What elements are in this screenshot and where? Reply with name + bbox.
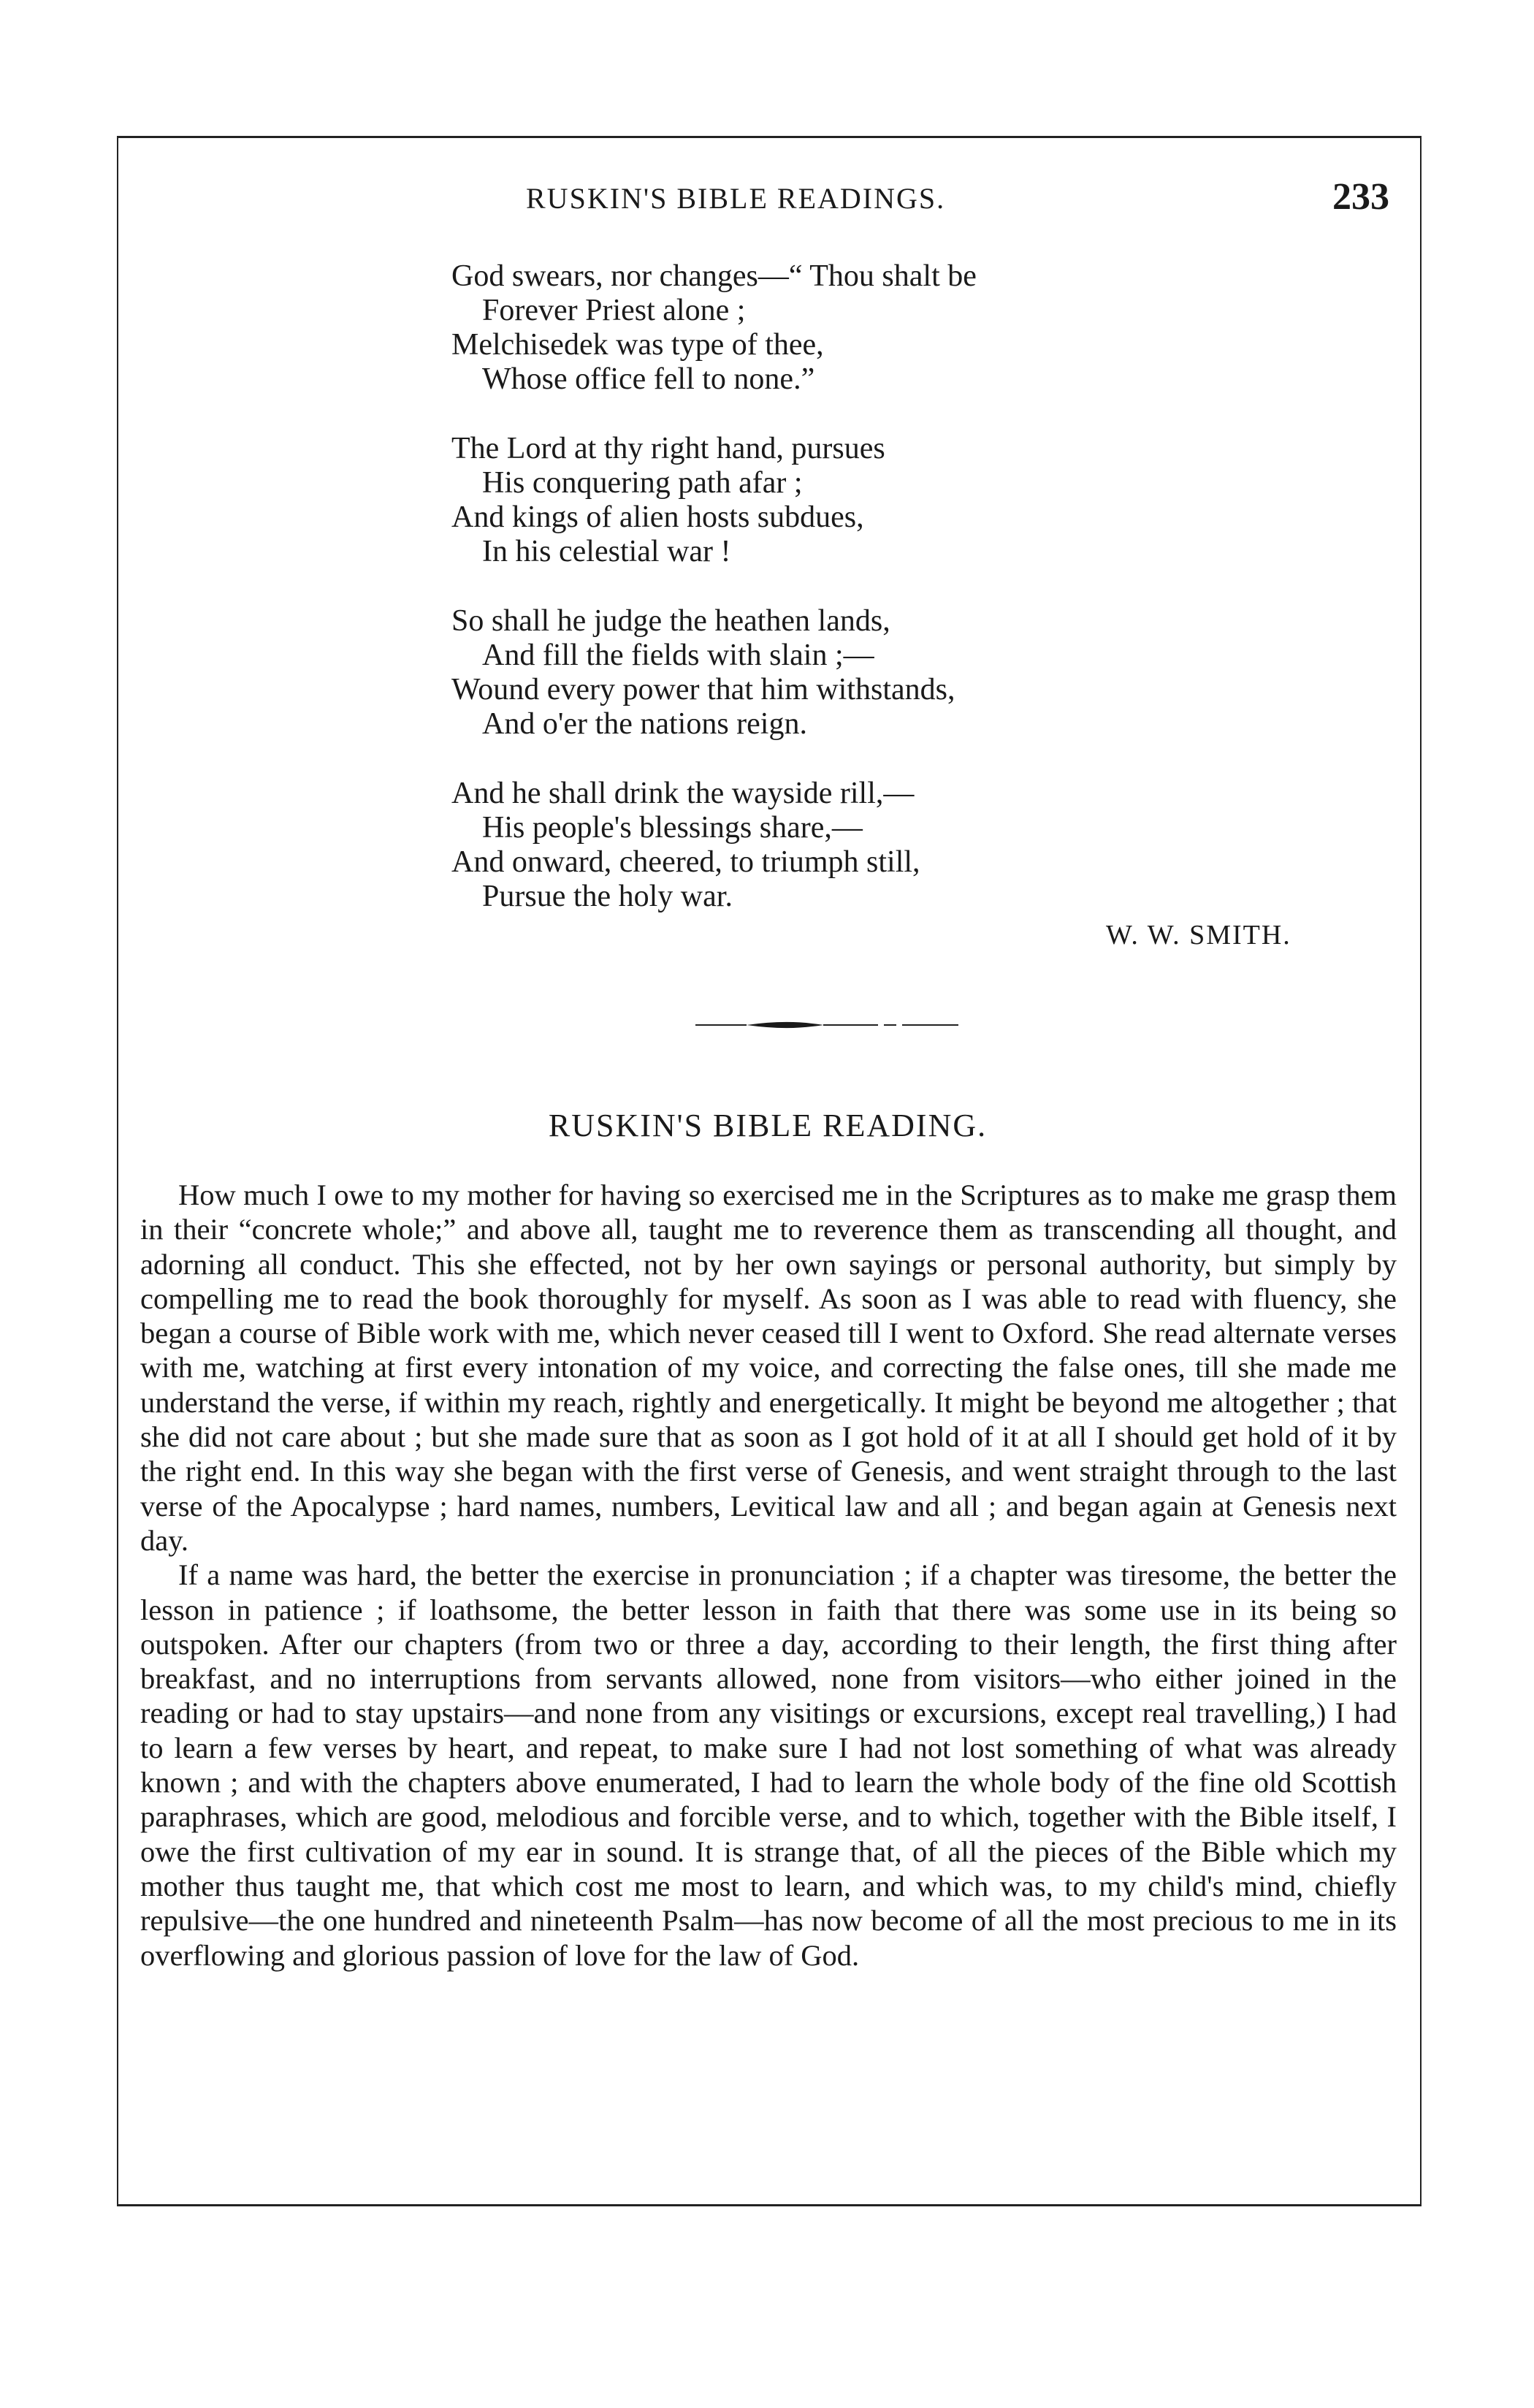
poem-line: And o'er the nations reign.: [482, 707, 807, 741]
poem-signature: W. W. SMITH.: [1106, 920, 1291, 950]
poem-line: Melchisedek was type of thee,: [451, 328, 824, 362]
poem-line: Whose office fell to none.”: [482, 362, 815, 396]
poem-line: And he shall drink the wayside rill,—: [451, 777, 915, 810]
poem-line: Pursue the holy war.: [482, 880, 733, 913]
poem-line: And fill the fields with slain ;—: [482, 639, 874, 672]
poem-stanza: [451, 432, 1328, 569]
poem: [451, 259, 1328, 949]
article-paragraph: How much I owe to my mother for having so exercised me in the Scriptures as to make me grasp them in their “concrete whole;” and above all, taught me to reverence them as transcending all thought, and adorning all conduct. This she effected, not by her own sayings or personal authority, but simply by compelling me to read the book thoroughly for myself. As soon as I was able to read with fluency, she began a course of Bible work with me, which never ceased till I went to Oxford. She read alternate verses with me, watching at first every intonation of my voice, and correcting the false ones, till she made me understand the verse, if within my reach, rightly and energetically. It might be beyond me altogether ; that she did not care about ; but she made sure that as soon as I got hold of it at all I should get hold of it by the right end. In this way she began with the first verse of Genesis, and went straight through to the last verse of the Apocalypse ; hard names, numbers, Levitical law and all ; and began again at Genesis next day.: [140, 1178, 1397, 1557]
poem-line: And onward, cheered, to triumph still,: [451, 845, 920, 879]
poem-stanza: [451, 259, 1328, 397]
poem-stanza: [451, 604, 1328, 742]
poem-line: So shall he judge the heathen lands,: [451, 604, 890, 638]
poem-stanza: [451, 777, 1328, 914]
page-number: 233: [1332, 176, 1389, 218]
poem-line: His people's blessings share,—: [482, 811, 863, 845]
poem-line: His conquering path afar ;: [482, 466, 803, 500]
running-header: [117, 175, 1419, 226]
poem-line: The Lord at thy right hand, pursues: [451, 432, 885, 465]
poem-line: Wound every power that him withstands,: [451, 673, 955, 706]
article-title: RUSKIN'S BIBLE READING.: [548, 1108, 988, 1143]
section-divider-ornament: [695, 1018, 958, 1032]
article-body: [140, 1178, 1397, 1973]
running-title: RUSKIN'S BIBLE READINGS.: [526, 182, 946, 215]
article-paragraph: If a name was hard, the better the exercise in pronunciation ; if a chapter was tiresome, the better the lesson in patience ; if loathsome, the better lesson in faith that there was some use in its being so outspoken. After our chapters (from two or three a day, according to their length, the first thing after breakfast, and no interruptions from servants allowed, none from visitors—who either joined in the reading or had to stay upstairs—and none from any visitings or excursions, except real travelling,) I had to learn a few verses by heart, and repeat, to make sure I had not lost something of what was already known ; and with the chapters above enumerated, I had to learn the whole body of the fine old Scottish paraphrases, which are good, melodious and forcible verse, and to which, together with the Bible itself, I owe the first cultivation of my ear in sound. It is strange that, of all the pieces of the Bible which my mother thus taught me, that which cost me most to learn, and which was, to my child's mind, chiefly repulsive—the one hundred and nineteenth Psalm—has now become of all the most precious to me in its overflowing and glorious passion of love for the law of God.: [140, 1558, 1397, 1972]
poem-line: In his celestial war !: [482, 535, 731, 568]
poem-line: God swears, nor changes—“ Thou shalt be: [451, 259, 977, 293]
poem-line: And kings of alien hosts subdues,: [451, 500, 864, 534]
poem-line: Forever Priest alone ;: [482, 294, 746, 327]
